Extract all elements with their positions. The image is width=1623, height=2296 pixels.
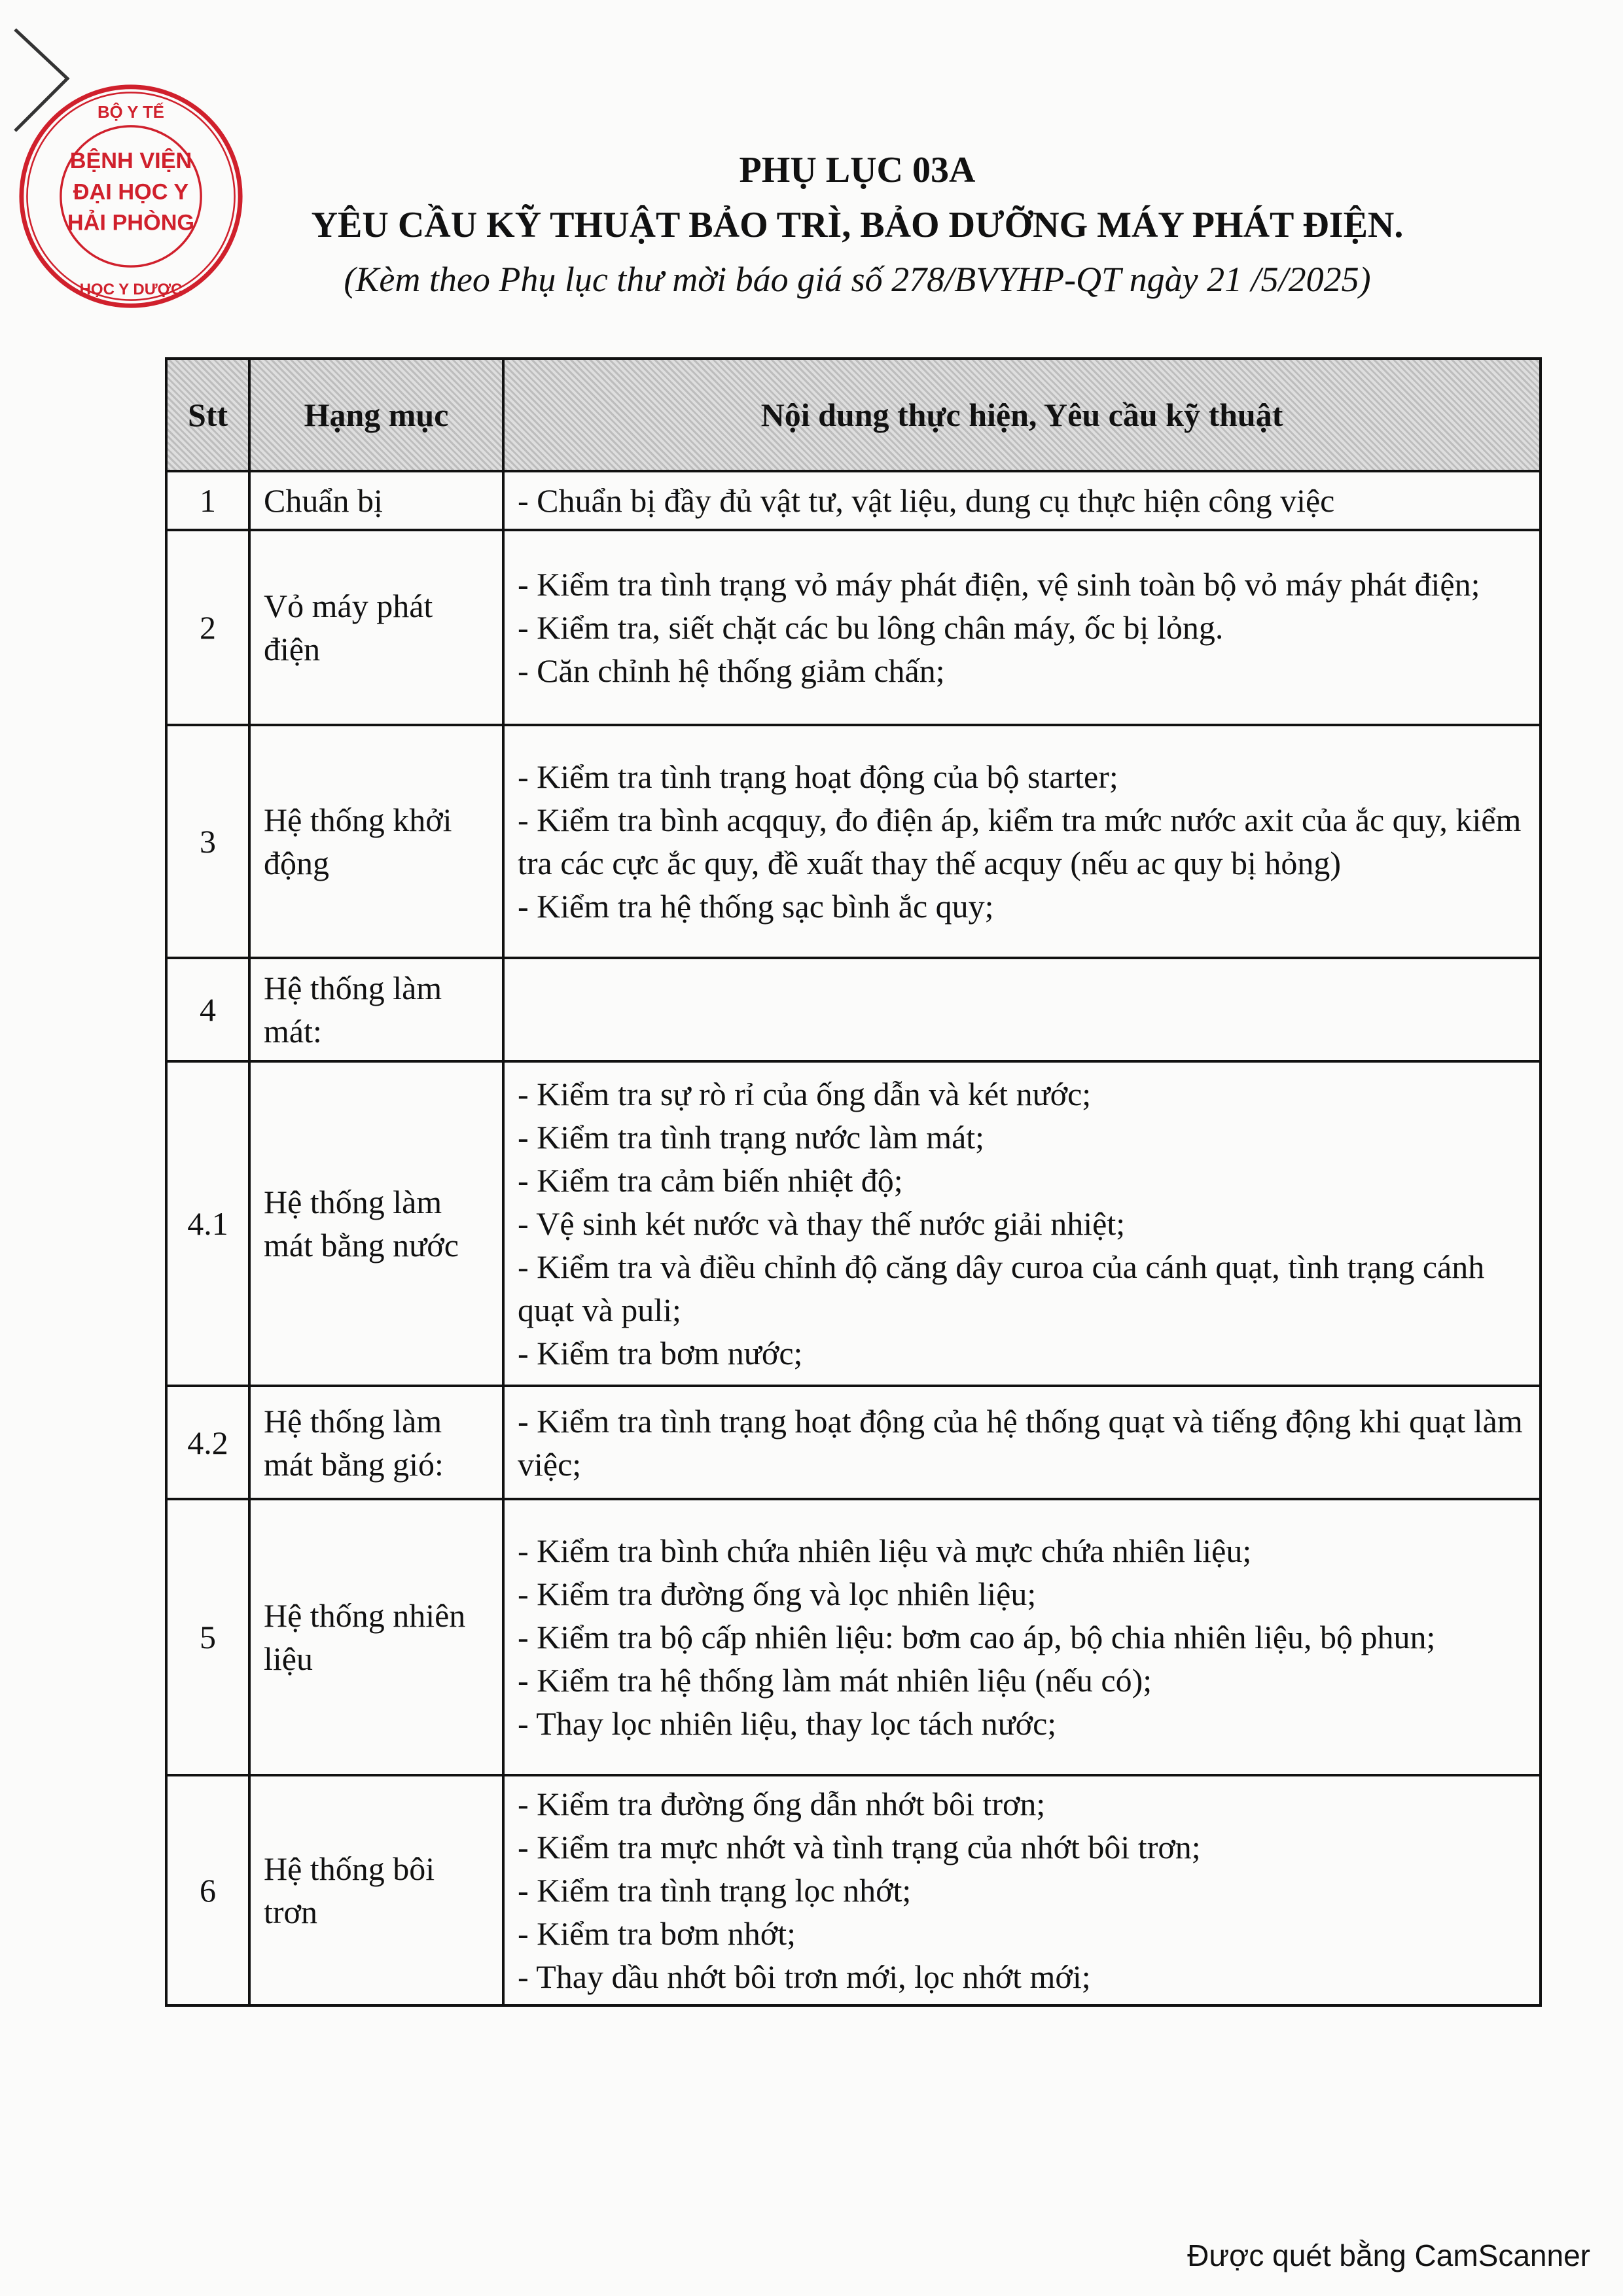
row-content [503,1775,1541,2005]
row-item: Hệ thống làm mát bằng nước [249,1061,503,1386]
content-line: - Kiểm tra bơm nước; [518,1335,803,1371]
content-line: - Kiểm tra tình trạng vỏ máy phát điện, vệ sinh toàn bộ vỏ máy phát điện; [518,566,1480,603]
row-stt: 6 [166,1775,249,2005]
content-line: - Kiểm tra bơm nhớt; [518,1915,796,1952]
table-row [166,530,1541,725]
row-stt: 4.2 [166,1386,249,1499]
svg-text:HẢI PHÒNG: HẢI PHÒNG [67,210,195,236]
content-line: - Kiểm tra bộ cấp nhiên liệu: bơm cao áp, bộ chia nhiên liệu, bộ phun; [518,1619,1436,1655]
content-line: - Kiểm tra tình trạng hoạt động của bộ starter; [518,758,1118,795]
content-line: - Kiểm tra hệ thống sạc bình ắc quy; [518,888,994,925]
row-stt: 5 [166,1499,249,1775]
row-item: Chuẩn bị [249,471,503,530]
row-stt: 4 [166,958,249,1061]
content-line: - Căn chỉnh hệ thống giảm chấn; [518,652,945,689]
row-item: Vỏ máy phát điện [249,530,503,725]
page-title: PHỤ LỤC 03A [739,150,976,190]
table-row [166,471,1541,530]
maintenance-requirements-table [165,357,1542,2007]
table-row [166,1061,1541,1386]
svg-text:HỌC Y DƯỢC: HỌC Y DƯỢC [79,281,183,298]
row-stt: 1 [166,471,249,530]
row-content [503,725,1541,958]
table-row [166,1386,1541,1499]
content-line: - Kiểm tra đường ống dẫn nhớt bôi trơn; [518,1786,1046,1822]
content-line: - Kiểm tra sự rò rỉ của ống dẫn và két nước; [518,1076,1092,1112]
scanner-watermark: Được quét bằng CamScanner [1187,2238,1590,2272]
table-row [166,1499,1541,1775]
table-body [166,471,1541,2005]
document-reference: (Kèm theo Phụ lục thư mời báo giá số 278/BVYHP-QT ngày 21 /5/2025) [344,260,1371,299]
row-content [503,530,1541,725]
svg-text:ĐẠI HỌC Y: ĐẠI HỌC Y [73,179,189,205]
content-line: - Vệ sinh két nước và thay thế nước giải nhiệt; [518,1205,1126,1242]
row-item: Hệ thống làm mát: [249,958,503,1061]
row-content [503,1499,1541,1775]
table-header-row [166,359,1541,471]
content-line: - Kiểm tra, siết chặt các bu lông chân máy, ốc bị lỏng. [518,609,1224,646]
row-item: Hệ thống bôi trơn [249,1775,503,2005]
row-item: Hệ thống khởi động [249,725,503,958]
content-line: - Thay lọc nhiên liệu, thay lọc tách nước; [518,1705,1057,1742]
content-line: - Kiểm tra bình acqquy, đo điện áp, kiểm tra mức nước axit của ắc quy, kiểm tra các cực ắc quy, đề xuất thay thế acquy (nếu ac quy bị hỏng) [518,802,1522,881]
document-subtitle: YÊU CẦU KỸ THUẬT BẢO TRÌ, BẢO DƯỠNG MÁY PHÁT ĐIỆN. [311,205,1404,245]
svg-text:BỆNH VIỆN: BỆNH VIỆN [69,149,192,174]
content-line: - Kiểm tra mực nhớt và tình trạng của nhớt bôi trơn; [518,1829,1201,1865]
row-content [503,1061,1541,1386]
content-line: - Thay dầu nhớt bôi trơn mới, lọc nhớt mới; [518,1958,1091,1995]
table-row [166,725,1541,958]
row-stt: 4.1 [166,1061,249,1386]
content-line: - Kiểm tra cảm biến nhiệt độ; [518,1162,903,1199]
content-line: - Kiểm tra tình trạng nước làm mát; [518,1119,985,1156]
header-content: Nội dung thực hiện, Yêu cầu kỹ thuật [503,359,1541,471]
content-line: - Kiểm tra tình trạng hoạt động của hệ thống quạt và tiếng động khi quạt làm việc; [518,1402,1523,1483]
row-item: Hệ thống làm mát bằng gió: [249,1386,503,1499]
table-row [166,958,1541,1061]
content-line: - Kiểm tra và điều chỉnh độ căng dây curoa của cánh quạt, tình trạng cánh quạt và puli; [518,1248,1485,1328]
row-stt: 3 [166,725,249,958]
content-line: - Kiểm tra hệ thống làm mát nhiên liệu (nếu có); [518,1662,1152,1699]
row-stt: 2 [166,530,249,725]
row-content [503,471,1541,530]
svg-text:BỘ Y TẾ: BỘ Y TẾ [98,103,164,122]
content-line: - Kiểm tra bình chứa nhiên liệu và mực chứa nhiên liệu; [518,1532,1252,1569]
content-line: - Kiểm tra đường ống và lọc nhiên liệu; [518,1576,1037,1612]
row-item: Hệ thống nhiên liệu [249,1499,503,1775]
table-row [166,1775,1541,2005]
content-line: - Chuẩn bị đầy đủ vật tư, vật liệu, dung cụ thực hiện công việc [518,482,1335,519]
row-content [503,1386,1541,1499]
content-line: - Kiểm tra tình trạng lọc nhớt; [518,1872,912,1909]
header-stt: Stt [166,359,249,471]
row-content [503,958,1541,1061]
header-item: Hạng mục [249,359,503,471]
